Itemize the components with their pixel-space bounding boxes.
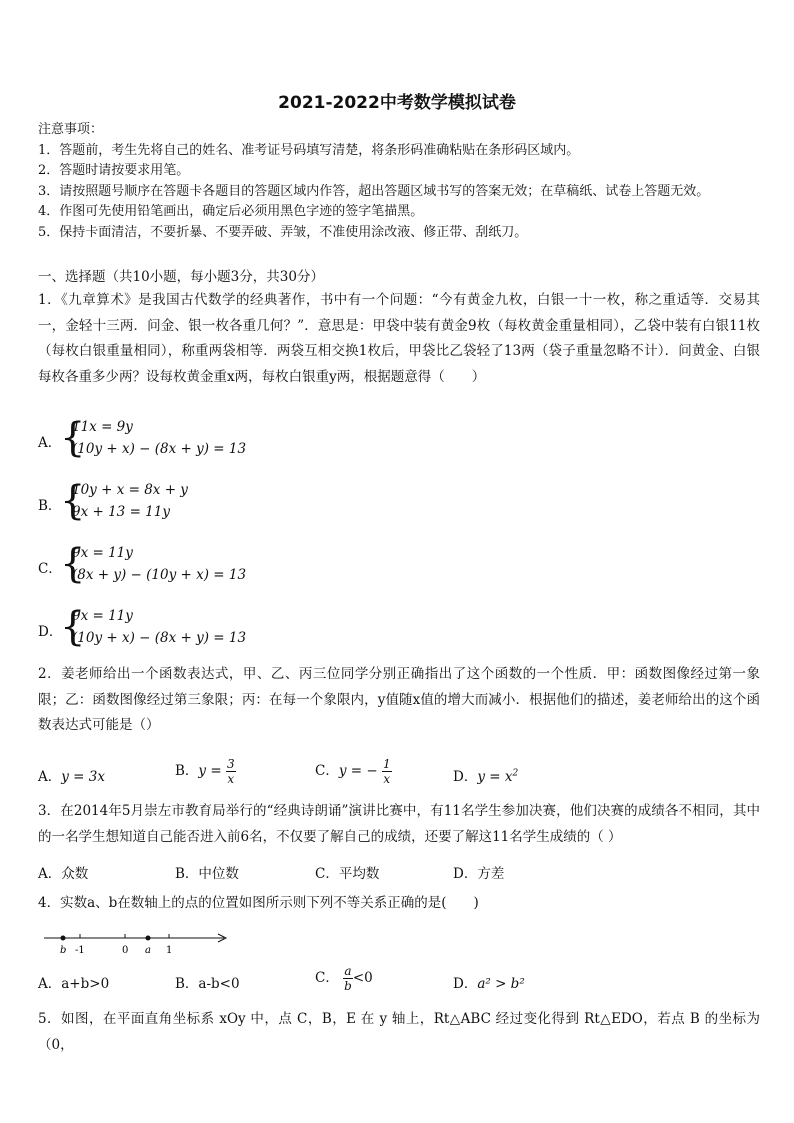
q4-option-c (315, 964, 373, 993)
option-label: D． (453, 976, 478, 992)
equation-line: 11x = 9y (72, 419, 133, 435)
label-b: b (60, 945, 67, 956)
question-5-text: 5．如图，在平面直角坐标系 xOy 中，点 C，B，E 在 y 轴上，Rt△ABC 经过变化得到 Rt△EDO，若点 B 的坐标为（0， (38, 1011, 760, 1053)
exponent: 2 (512, 768, 519, 779)
option-expr: y = − (338, 763, 378, 779)
fraction (343, 964, 353, 993)
point-a (146, 936, 151, 941)
q3-option-a: A．众数 (38, 866, 89, 882)
fraction-numerator: 3 (226, 757, 235, 771)
label-a: a (145, 945, 151, 956)
option-label: A． (38, 769, 62, 785)
equation-line: (10y + x) − (8x + y) = 13 (72, 630, 247, 646)
fraction-denominator: x (227, 772, 235, 786)
instructions (38, 120, 768, 243)
option-label: C． (315, 763, 339, 779)
brace-icon: { (60, 478, 86, 524)
q1-option-c-system (60, 542, 246, 586)
page-title: 2021-2022中考数学模拟试卷 (278, 93, 516, 113)
label-zero: 0 (122, 945, 129, 956)
q2-options (38, 757, 760, 793)
equation-line: (10y + x) − (8x + y) = 13 (72, 441, 247, 457)
q1-option-a-label: A． (38, 435, 62, 451)
brace-icon: { (60, 415, 86, 461)
q1-option-b-label: B． (38, 498, 62, 514)
section-heading: 一、选择题（共10小题，每小题3分，共30分） (38, 269, 324, 285)
q3-option-c: C．平均数 (315, 866, 380, 882)
equation-line: 9x + 13 = 11y (72, 504, 170, 520)
q3-option-b: B．中位数 (175, 866, 239, 882)
q4-option-d (453, 972, 525, 992)
fraction-numerator: 1 (382, 757, 391, 771)
equation-line: 9x = 11y (72, 608, 133, 624)
option-label: B． (175, 763, 199, 779)
q3-options (38, 862, 760, 884)
fraction-denominator: b (344, 979, 352, 993)
q1-option-d-label: D． (38, 624, 63, 640)
instruction-item: 3．请按照题号顺序在答题卡各题目的答题区域内作答，超出答题区域书写的答案无效；在草稿纸、试卷上答题无效。 (38, 183, 710, 199)
option-label: D． (453, 769, 478, 785)
instruction-item: 2．答题时请按要求用笔。 (38, 163, 190, 178)
brace-icon: { (60, 541, 86, 587)
option-expr: a² > b² (477, 976, 525, 992)
point-b (61, 936, 66, 941)
instruction-item: 1．答题前，考生先将自己的姓名、准考证号码填写清楚，将条形码准确粘贴在条形码区域内。 (38, 142, 580, 158)
option-expr: y = (198, 763, 222, 779)
q4-option-b: B．a-b<0 (175, 976, 240, 992)
q1-option-d-system (60, 605, 246, 649)
option-expr: y = x (477, 769, 513, 785)
q3-option-d: D．方差 (453, 866, 505, 882)
brace-icon: { (60, 604, 86, 650)
instructions-heading: 注意事项： (38, 122, 104, 137)
option-expr: <0 (352, 970, 373, 986)
q2-option-a (38, 765, 105, 785)
question-4-text: 4．实数a、b在数轴上的点的位置如图所示则下列不等关系正确的是( ) (38, 895, 479, 911)
question-1-text: 1．《九章算术》是我国古代数学的经典著作，书中有一个问题：“今有黄金九枚，白银一十一枚，称之重适等．交易其一，金轻十三两．问金、银一枚各重几何？”．意思是：甲袋中装有黄金9枚（每枚黄金重量相同），乙袋中装有白银11枚（每枚白银重量相同），称重两袋相等．两袋互相交换1枚后，甲袋比乙袋轻了13两（袋子重量忽略不计）．问黄金、白银每枚各重多少两？设每枚黄金重x两，每枚白银重y两，根据题意得（ ） (38, 292, 760, 385)
label-minus-one: -1 (75, 945, 85, 956)
q1-option-c-label: C． (38, 561, 62, 577)
q2-option-d (453, 765, 518, 785)
number-line-figure (38, 928, 238, 958)
q2-option-b (175, 757, 236, 786)
question-2-text: 2．姜老师给出一个函数表达式，甲、乙、丙三位同学分别正确指出了这个函数的一个性质．甲：函数图像经过第一象限；乙：函数图像经过第三象限；丙：在每一个象限内，y值随x值的增大而减小．根据他们的描述，姜老师给出的这个函数表达式可能是（） (38, 666, 760, 733)
fraction-denominator: x (383, 772, 391, 786)
q1-option-a-system (60, 416, 246, 460)
equation-line: 9x = 11y (72, 545, 133, 561)
q1-option-b-system (60, 479, 188, 523)
option-expr: y = 3x (61, 769, 105, 785)
equation-line: 10y + x = 8x + y (72, 482, 188, 498)
fraction (226, 757, 236, 786)
q2-option-c (315, 757, 392, 786)
fraction-numerator: a (344, 964, 352, 978)
label-one: 1 (166, 945, 173, 956)
option-label: C． (315, 970, 339, 986)
instruction-item: 4．作图可先使用铅笔画出，确定后必须用黑色字迹的签字笔描黑。 (38, 204, 424, 219)
instruction-item: 5．保持卡面清洁，不要折暴、不要弄破、弄皱，不准使用涂改液、修正带、刮纸刀。 (38, 224, 528, 240)
q4-option-a: A．a+b>0 (38, 976, 110, 992)
fraction (382, 757, 392, 786)
q4-options (38, 964, 760, 1000)
equation-line: (8x + y) − (10y + x) = 13 (72, 567, 247, 583)
question-3-text: 3．在2014年5月崇左市教育局举行的“经典诗朗诵”演讲比赛中，有11名学生参加决赛，他们决赛的成绩各不相同，其中的一名学生想知道自己能否进入前6名，不仅要了解自己的成绩，还要了解这11名学生成绩的（ ） (38, 803, 760, 845)
